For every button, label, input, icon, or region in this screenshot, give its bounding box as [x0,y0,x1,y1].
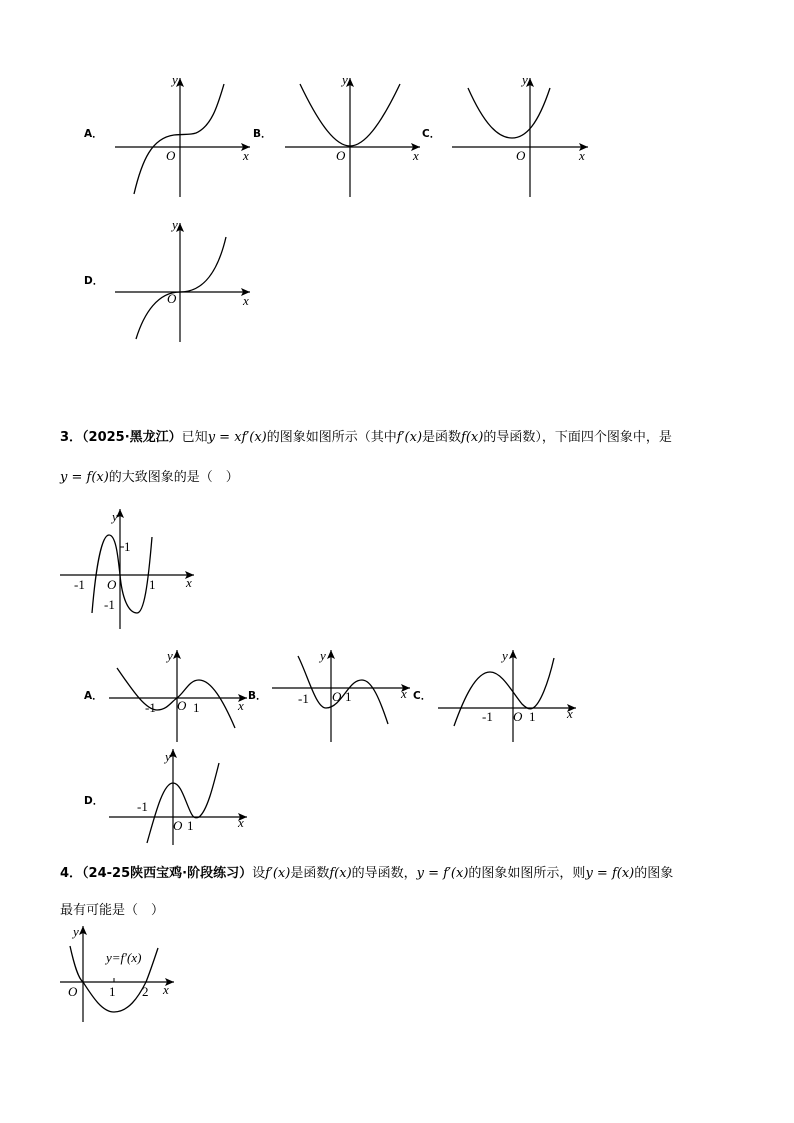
y-axis-label: y [522,72,528,87]
tick-label-1: 1 [109,984,116,999]
q3-text: 是函数 [422,430,462,445]
q4-math: y = f(x) [585,866,635,881]
q3-text: 的图象如图所示（其中 [266,430,397,445]
y-axis-label: y [73,924,79,939]
option-a-label[interactable]: A． [84,690,103,702]
tick-label-neg1: -1 [482,709,493,724]
q4-stem-line1 [60,862,673,881]
q4-text: 设 [252,866,266,881]
tick-label-neg1: -1 [104,597,115,612]
q4-text: 是函数 [290,866,330,881]
tick-label-neg1: -1 [137,799,148,814]
q3-math: y = f(x) [60,470,109,485]
q4-math: f(x) [329,866,352,881]
x-axis-label: x [163,982,169,997]
q3-math: f′(x) [396,430,423,445]
q3-source: （2025·黑龙江） [82,430,182,445]
q3-text: 已知 [181,430,208,445]
q3-graph-a [107,648,257,748]
y-axis-label: y [172,217,178,232]
tick-label-neg1: -1 [298,691,309,706]
option-d-label[interactable]: D． [84,275,104,287]
y-axis-label: y [172,72,178,87]
q4-number: 4． [60,866,83,881]
q4-math: y = f′(x) [416,866,469,881]
q4-main-graph [58,922,188,1027]
q3-main-graph [58,505,208,635]
y-axis-label: y [165,749,171,764]
tick-label-neg1: -1 [74,577,85,592]
q3-graph-c [436,648,586,748]
curve-label: y=f′(x) [106,950,142,965]
q4-text: 的图象 [634,866,674,881]
prev-graph-d [110,215,260,345]
q4-text: 的图象如图所示，则 [468,866,586,881]
q3-text: 的导函数），下面四个图象中，是 [483,430,672,445]
x-axis-label: x [243,293,249,308]
x-axis-label: x [579,148,585,163]
tick-label-1: 1 [187,818,194,833]
origin-label: O [177,698,187,713]
option-b-label[interactable]: B． [248,690,267,702]
x-axis-label: x [401,686,407,701]
origin-label: O [68,984,78,999]
y-axis-label: y [320,648,326,663]
q3-text: 的大致图象的是（ ） [108,470,239,485]
origin-label: O [332,689,342,704]
x-axis-label: x [186,575,192,590]
q3-graph-b [268,646,418,746]
q3-stem-line2 [60,466,239,485]
option-c-label[interactable]: C． [413,690,432,702]
origin-label: O [107,577,117,592]
tick-label-1: 1 [193,700,200,715]
q3-math: f(x) [461,430,484,445]
q3-number: 3． [60,430,83,445]
q3-graph-d [107,745,257,850]
q4-stem-line2: 最有可能是（ ） [60,903,165,918]
q4-text: 的导函数， [351,866,417,881]
origin-label: O [167,291,177,306]
y-axis-label: y [342,72,348,87]
y-axis-label: y [502,648,508,663]
q3-stem-line1 [60,426,672,445]
origin-label: O [513,709,523,724]
q3-math: y = xf′(x) [207,430,267,445]
origin-label: O [166,148,176,163]
option-b-label[interactable]: B． [253,128,272,140]
tick-label-1: 1 [149,577,156,592]
option-d-label[interactable]: D． [84,795,104,807]
origin-label: O [173,818,183,833]
option-c-label[interactable]: C． [422,128,441,140]
y-axis-label: y [112,509,118,524]
x-axis-label: x [238,815,244,830]
x-axis-label: x [413,148,419,163]
prev-graph-a [110,70,260,200]
x-axis-label: x [243,148,249,163]
y-axis-label: y [167,648,173,663]
x-axis-label: x [567,706,573,721]
tick-label-1: 1 [345,689,352,704]
tick-label-1: 1 [124,539,131,554]
q4-math: f′(x) [265,866,291,881]
tick-label-2: 2 [142,984,149,999]
option-a-label[interactable]: A． [84,128,103,140]
tick-label-neg1: -1 [145,700,156,715]
tick-label-1: 1 [529,709,536,724]
prev-graph-c [450,70,600,200]
x-axis-label: x [238,698,244,713]
prev-graph-b [280,70,430,200]
origin-label: O [516,148,526,163]
q4-source: （24-25陕西宝鸡·阶段练习） [82,866,253,881]
origin-label: O [336,148,346,163]
